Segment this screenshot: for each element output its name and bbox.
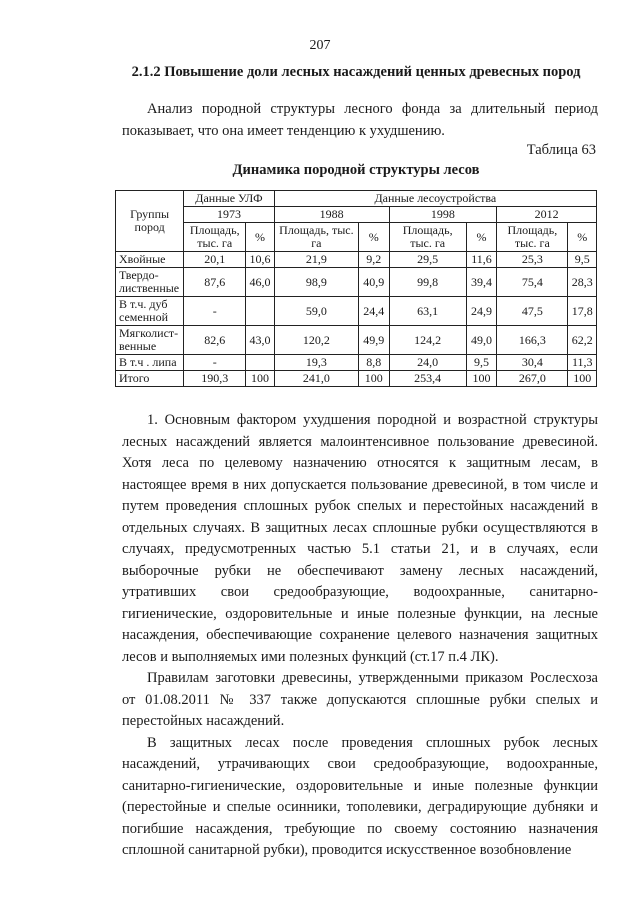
row-header: Итого [116,371,184,387]
percent-cell: 100 [246,371,274,387]
header-percent: % [466,223,496,252]
row-header: В т.ч . липа [116,355,184,371]
percent-cell: 11,3 [568,355,597,371]
percent-cell: 10,6 [246,252,274,268]
percent-cell: 28,3 [568,268,597,297]
body-paragraph: Правилам заготовки древесины, утвержденными приказом Рослесхоза от 01.08.2011 № 337 также допускаются сплошные рубки спелых и перестойных насаждений. [122,670,598,729]
percent-cell [246,297,274,326]
body-text [122,410,598,862]
percent-cell [246,355,274,371]
area-cell: 190,3 [184,371,246,387]
page-number: 207 [309,38,331,53]
area-cell: 30,4 [497,355,568,371]
area-cell: 24,0 [389,355,466,371]
area-cell: 75,4 [497,268,568,297]
percent-cell: 17,8 [568,297,597,326]
table-row [116,326,597,355]
area-cell: 124,2 [389,326,466,355]
header-percent: % [246,223,274,252]
percent-cell: 11,6 [466,252,496,268]
row-header: Твердо-лиственные [116,268,184,297]
percent-cell: 100 [568,371,597,387]
area-cell: 59,0 [274,297,358,326]
table-row [116,252,597,268]
area-cell: 63,1 [389,297,466,326]
table-row [116,268,597,297]
percent-cell: 9,5 [568,252,597,268]
percent-cell: 39,4 [466,268,496,297]
body-paragraph: В защитных лесах после проведения сплошных рубок лесных насаждений, утрачивающих свои средообразующие, водоохранные, санитарно-гигиенические, оздоровительные и иные полезные функции (перестойные и спелые осинники, тополевики, деградирующие дубняки и погибшие насаждения, требующие по своему состоянию назначения сплошной санитарной рубки), проводится искусственное возобновление [122,734,598,858]
table-row [116,371,597,387]
header-groups: Группы пород [116,191,184,252]
table-title: Динамика породной структуры лесов [232,162,480,178]
header-percent: % [568,223,597,252]
percent-cell: 9,2 [359,252,389,268]
header-area: Площадь, тыс. га [389,223,466,252]
percent-cell: 24,4 [359,297,389,326]
area-cell: 99,8 [389,268,466,297]
table-row [116,297,597,326]
area-cell: 267,0 [497,371,568,387]
row-header: Мягколист-венные [116,326,184,355]
area-cell: 25,3 [497,252,568,268]
area-cell: - [184,297,246,326]
header-year: 2012 [497,207,597,223]
header-forest-inventory: Данные лесоустройства [274,191,596,207]
area-cell: 82,6 [184,326,246,355]
header-year: 1973 [184,207,274,223]
row-header: Хвойные [116,252,184,268]
header-percent: % [359,223,389,252]
header-area: Площадь, тыс. га [274,223,358,252]
header-area: Площадь, тыс. га [497,223,568,252]
body-paragraph: 1. Основным фактором ухудшения породной и возрастной структуры лесных насаждений является малоинтенсивное пользование древесиной. Хотя леса по целевому назначению относятся к защитным лесам, в настоящее время в них допускается пользование древесиной, в том числе и путем проведения сплошных рубок спелых и перестойных насаждений в отдельных случаях. В защитных лесах сплошные рубки осуществляются в случаях, предусмотренных частью 5.1 статьи 21, и в случаях, если выборочные рубки не обеспечивают замену лесных насаждений, утративших свои средообразующие, водоохранные, санитарно-гигиенические, оздоровительные и иные полезные функции, на лесные насаждения, обеспечивающие сохранение целевого назначения защитных лесов и выполняемых ими полезных функций (ст.17 п.4 ЛК). [122,412,598,665]
area-cell: 166,3 [497,326,568,355]
area-cell: 87,6 [184,268,246,297]
header-area: Площадь, тыс. га [184,223,246,252]
header-ulf: Данные УЛФ [184,191,274,207]
area-cell: 21,9 [274,252,358,268]
area-cell: 20,1 [184,252,246,268]
percent-cell: 40,9 [359,268,389,297]
species-structure-table [115,190,597,387]
percent-cell: 46,0 [246,268,274,297]
area-cell: 29,5 [389,252,466,268]
percent-cell: 100 [359,371,389,387]
area-cell: 98,9 [274,268,358,297]
area-cell: 241,0 [274,371,358,387]
area-cell: 253,4 [389,371,466,387]
intro-paragraph: Анализ породной структуры лесного фонда за длительный период показывает, что она имеет тенденцию к ухудшению. [122,101,598,139]
table-body [116,252,597,387]
table-label: Таблица 63 [526,142,596,158]
area-cell: 120,2 [274,326,358,355]
area-cell: 47,5 [497,297,568,326]
percent-cell: 49,9 [359,326,389,355]
percent-cell: 49,0 [466,326,496,355]
percent-cell: 62,2 [568,326,597,355]
area-cell: 19,3 [274,355,358,371]
percent-cell: 24,9 [466,297,496,326]
percent-cell: 100 [466,371,496,387]
header-year: 1998 [389,207,497,223]
percent-cell: 9,5 [466,355,496,371]
section-title: 2.1.2 Повышение доли лесных насаждений ценных древесных пород [131,64,581,80]
header-year: 1988 [274,207,389,223]
area-cell: - [184,355,246,371]
row-header: В т.ч. дуб семенной [116,297,184,326]
percent-cell: 8,8 [359,355,389,371]
percent-cell: 43,0 [246,326,274,355]
table-row [116,355,597,371]
